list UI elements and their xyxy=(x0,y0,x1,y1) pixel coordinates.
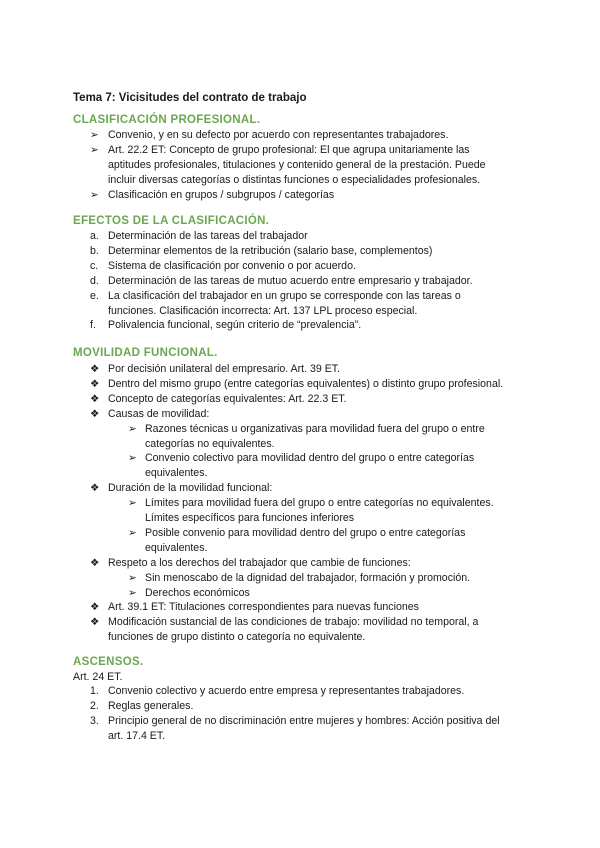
list-item-line: Duración de la movilidad funcional: xyxy=(108,482,273,495)
list-marker: ❖ xyxy=(90,392,100,405)
list-marker: f. xyxy=(90,319,96,332)
sub-list-item-line: equivalentes. xyxy=(145,467,208,480)
list-marker: ❖ xyxy=(90,407,100,420)
list-item-line: Convenio colectivo y acuerdo entre empresa y representantes trabajadores. xyxy=(108,685,465,697)
sub-bullet-marker: ➢ xyxy=(128,571,137,584)
list-item-line: funciones. Clasificación incorrecta: Art. 137 LPL proceso especial. xyxy=(108,304,418,317)
sub-bullet-marker: ➢ xyxy=(128,586,137,599)
section-heading-efectos: EFECTOS DE LA CLASIFICACIÓN. xyxy=(73,215,270,227)
list-item-line: Determinación de las tareas del trabajador xyxy=(108,230,308,242)
list-marker: 1. xyxy=(90,685,99,697)
list-item-line: Art. 22.2 ET: Concepto de grupo profesional: El que agrupa unitariamente las xyxy=(108,143,470,156)
list-marker: a. xyxy=(90,230,99,242)
list-marker: ❖ xyxy=(90,601,100,614)
list-marker: ❖ xyxy=(90,616,100,629)
list-item-line: Dentro del mismo grupo (entre categorías equivalentes) o distinto grupo profesional. xyxy=(108,377,504,390)
list-item-line: Causas de movilidad: xyxy=(108,407,210,420)
sub-list-item-line: Sin menoscabo de la dignidad del trabajador, formación y promoción. xyxy=(145,571,471,584)
sub-bullet-marker: ➢ xyxy=(128,452,137,465)
list-marker: c. xyxy=(90,259,99,272)
sub-list-item-line: Límites específicos para funciones inferiores xyxy=(145,512,355,524)
list-marker: d. xyxy=(90,274,99,287)
list-marker: ❖ xyxy=(90,363,100,375)
list-item-line: Polivalencia funcional, según criterio de “prevalencia”. xyxy=(108,319,362,332)
list-marker: ➢ xyxy=(90,188,99,201)
sub-list-item-line: Razones técnicas u organizativas para movilidad fuera del grupo o entre xyxy=(145,422,485,435)
ascensos-intro: Art. 24 ET. xyxy=(73,671,123,683)
list-item-line: Respeto a los derechos del trabajador que cambie de funciones: xyxy=(108,556,411,569)
list-marker: e. xyxy=(90,289,99,302)
list-marker: ❖ xyxy=(90,377,100,390)
list-item-line: Art. 39.1 ET: Titulaciones correspondientes para nuevas funciones xyxy=(108,601,419,614)
sub-list-item-line: Convenio colectivo para movilidad dentro del grupo o entre categorías xyxy=(145,452,475,465)
sub-list-item-line: equivalentes. xyxy=(145,541,208,554)
sub-bullet-marker: ➢ xyxy=(128,526,137,539)
list-item-line: Sistema de clasificación por convenio o por acuerdo. xyxy=(108,259,356,272)
sub-bullet-marker: ➢ xyxy=(128,422,137,435)
list-item-line: art. 17.4 ET. xyxy=(108,729,166,742)
list-marker: ❖ xyxy=(90,556,100,569)
list-item-line: Convenio, y en su defecto por acuerdo con representantes trabajadores. xyxy=(108,129,449,141)
list-marker: 2. xyxy=(90,699,99,712)
list-item-line: Determinar elementos de la retribución (salario base, complementos) xyxy=(108,244,433,257)
sub-list-item-line: Derechos económicos xyxy=(145,586,250,599)
list-item-line: La clasificación del trabajador en un grupo se corresponde con las tareas o xyxy=(108,289,461,302)
sub-bullet-marker: ➢ xyxy=(128,497,137,510)
list-item-line: funciones de grupo distinto o categoría no equivalente. xyxy=(108,631,366,644)
list-item-line: incluir diversas categorías o distintas funciones o especialidades profesionales. xyxy=(108,173,481,186)
list-marker: ➢ xyxy=(90,129,99,141)
list-marker: ➢ xyxy=(90,143,99,156)
list-item-line: Modificación sustancial de las condiciones de trabajo: movilidad no temporal, a xyxy=(108,616,479,629)
list-item-line: Reglas generales. xyxy=(108,699,194,712)
list-marker: ❖ xyxy=(90,482,100,495)
list-marker: 3. xyxy=(90,714,99,727)
list-item-line: aptitudes profesionales, titulaciones y contenido general de la prestación. Puede xyxy=(108,158,486,171)
sub-list-item-line: Posible convenio para movilidad dentro del grupo o entre categorías xyxy=(145,526,466,539)
sub-list-item-line: Límites para movilidad fuera del grupo o entre categorías no equivalentes. xyxy=(145,497,494,510)
list-item-line: Concepto de categorías equivalentes: Art. 22.3 ET. xyxy=(108,392,347,405)
document-title: Tema 7: Vicisitudes del contrato de trabajo xyxy=(73,92,307,104)
section-heading-clasificacion: CLASIFICACIÓN PROFESIONAL. xyxy=(73,114,261,126)
list-item-line: Principio general de no discriminación entre mujeres y hombres: Acción positiva del xyxy=(108,714,500,727)
list-item-line: Clasificación en grupos / subgrupos / categorías xyxy=(108,188,335,201)
sub-list-item-line: categorías no equivalentes. xyxy=(145,437,275,450)
list-item-line: Determinación de las tareas de mutuo acuerdo entre empresario y trabajador. xyxy=(108,274,473,287)
list-item-line: Por decisión unilateral del empresario. Art. 39 ET. xyxy=(108,363,341,375)
section-heading-ascensos: ASCENSOS. xyxy=(73,656,144,668)
list-marker: b. xyxy=(90,244,99,257)
section-heading-movilidad: MOVILIDAD FUNCIONAL. xyxy=(73,347,218,359)
